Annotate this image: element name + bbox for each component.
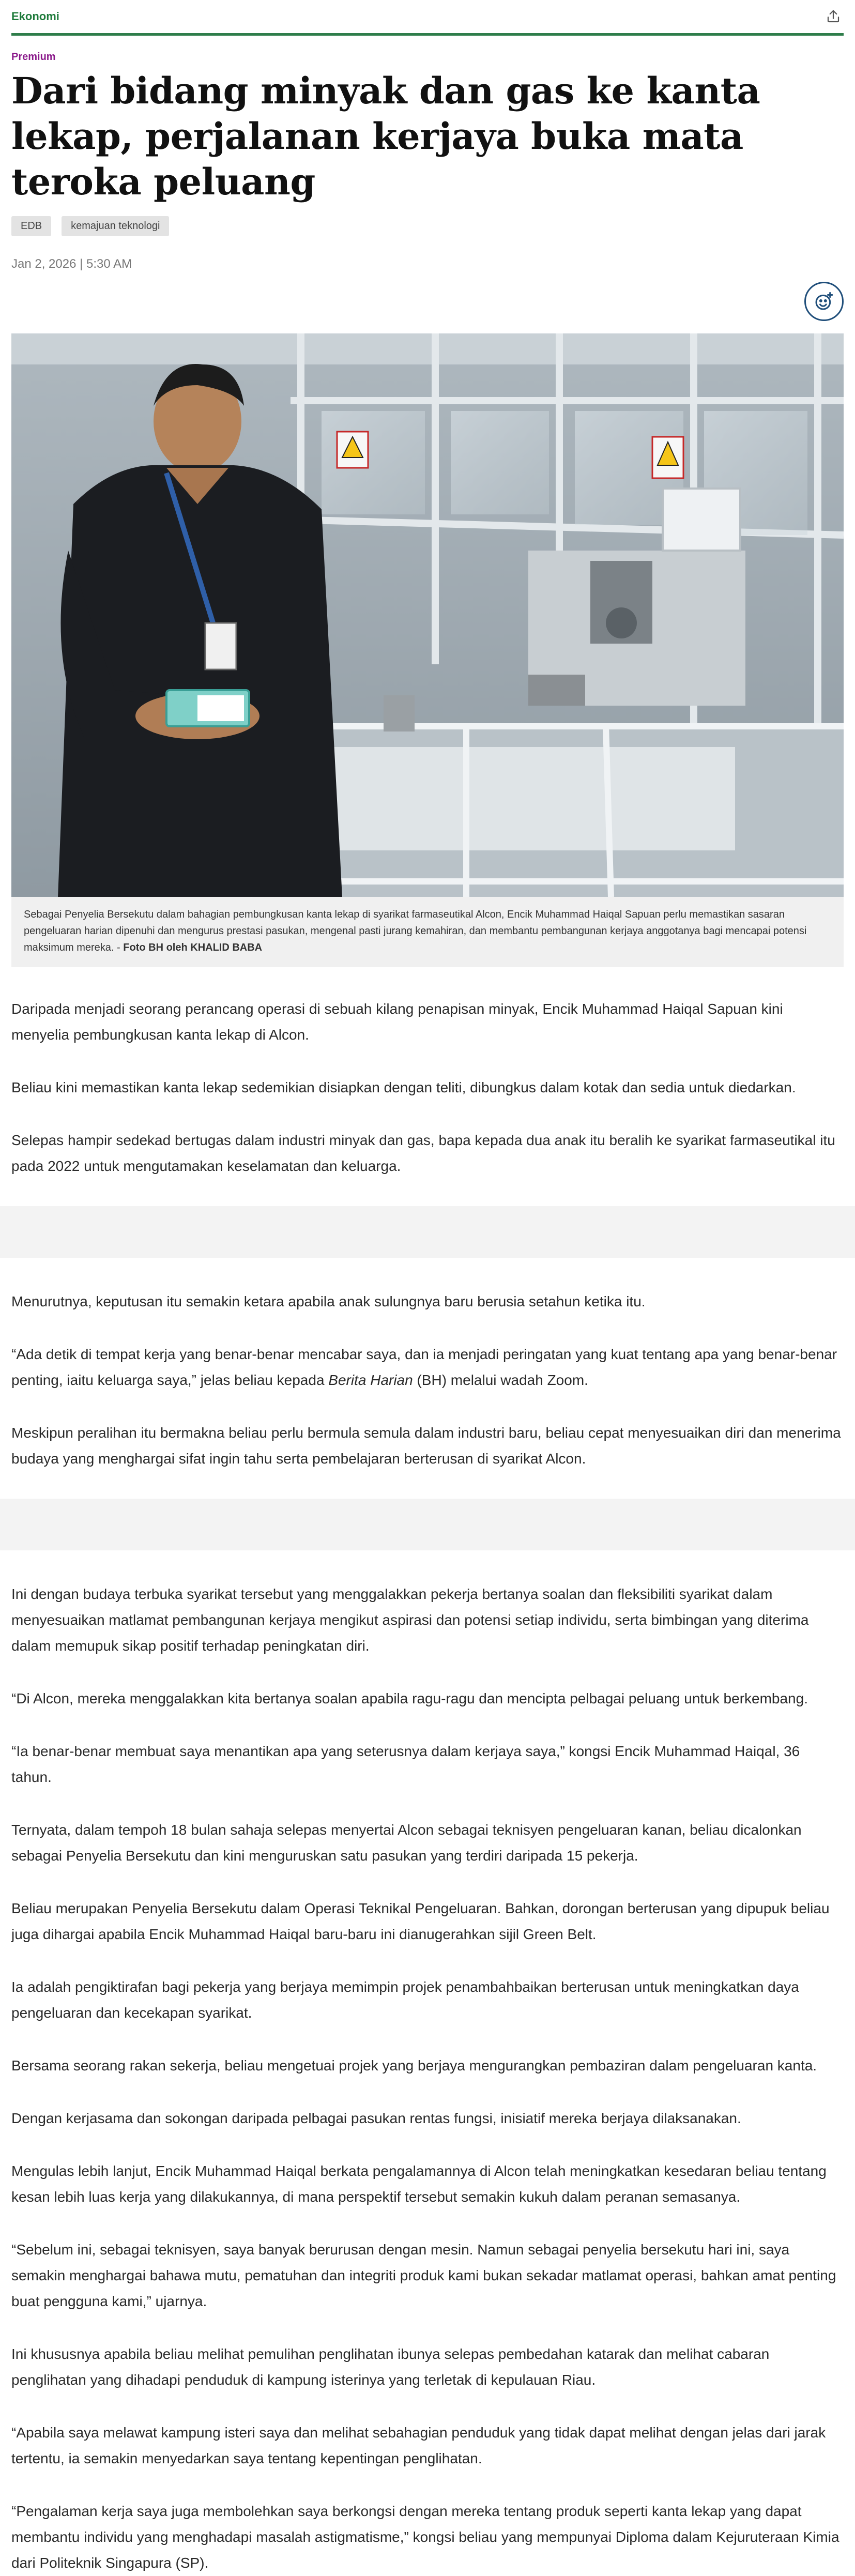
paragraph: Menurutnya, keputusan itu semakin ketara apabila anak sulungnya baru berusia setahun ketika itu. [11, 1293, 646, 1309]
paragraph [11, 1342, 844, 1393]
premium-badge: Premium [11, 51, 56, 63]
top-bar [0, 0, 855, 33]
smiley-reaction-icon [814, 291, 834, 312]
caption-credit: Foto BH oleh KHALID BABA [123, 942, 263, 953]
paragraph: Meskipun peralihan itu bermakna beliau perlu bermula semula dalam industri baru, beliau cepat menyesuaikan diri dan menerima budaya yang menghargai sifat ingin tahu serta pembelajaran berterusan di syarikat Alcon. [11, 1425, 841, 1467]
paragraph: Dengan kerjasama dan sokongan daripada pelbagai pasukan rentas fungsi, inisiatif mereka berjaya dilaksanakan. [11, 2110, 741, 2126]
share-icon [826, 9, 841, 24]
paragraph: Ia adalah pengiktirafan bagi pekerja yang berjaya memimpin projek penambahbaikan berterusan untuk meningkatkan daya pengeluaran dan kecekapan syarikat. [11, 1979, 799, 2021]
paragraph: Selepas hampir sedekad bertugas dalam industri minyak dan gas, bapa kepada dua anak itu beralih ke syarikat farmaseutikal itu pada 2022 untuk mengutamakan keselamatan dan keluarga. [11, 1132, 835, 1174]
paragraph: “Di Alcon, mereka menggalakkan kita bertanya soalan apabila ragu-ragu dan mencipta pelbagai peluang untuk berkembang. [11, 1690, 808, 1706]
tag-list [11, 216, 844, 236]
ad-placeholder [0, 1499, 855, 1550]
paragraph: Ini khususnya apabila beliau melihat pemulihan penglihatan ibunya selepas pembedahan katarak dan melihat cabaran penglihatan yang dihadapi penduduk di kampung isterinya yang terletak di kepulauan Riau. [11, 2346, 770, 2388]
tag-kemajuan-teknologi[interactable]: kemajuan teknologi [62, 216, 169, 236]
paragraph: Ternyata, dalam tempoh 18 bulan sahaja selepas menyertai Alcon sebagai teknisyen pengeluaran kanan, beliau dicalonkan sebagai Penyelia Bersekutu dan kini menguruskan satu pasukan yang terdiri daripada 15 pekerja. [11, 1822, 802, 1864]
share-button[interactable] [823, 6, 844, 27]
section-label[interactable]: Ekonomi [11, 10, 59, 23]
article-figure [11, 333, 844, 967]
ad-placeholder [0, 1206, 855, 1258]
paragraph: Daripada menjadi seorang perancang operasi di sebuah kilang penapisan minyak, Encik Muhammad Haiqal Sapuan kini menyelia pembungkusan kanta lekap di Alcon. [11, 1001, 783, 1043]
article-content [0, 51, 855, 2576]
tag-edb[interactable]: EDB [11, 216, 51, 236]
article-title: Dari bidang minyak dan gas ke kanta lekap, perjalanan kerjaya buka mata teroka peluang [11, 69, 760, 203]
paragraph: “Apabila saya melawat kampung isteri saya dan melihat sebahagian penduduk yang tidak dapat melihat dengan jelas dari jarak tertentu, ia semakin menyedarkan saya tentang kepentingan penglihatan. [11, 2425, 826, 2466]
paragraph-text: (BH) melalui wadah Zoom. [413, 1372, 588, 1388]
paragraph: “Sebelum ini, sebagai teknisyen, saya banyak berurusan dengan mesin. Namun sebagai penyelia bersekutu hari ini, saya semakin menghargai bahawa mutu, pematuhan dan integriti produk kami bukan sekadar matlamat operasi, bahkan amat penting buat pengguna kami,” ujarnya. [11, 2242, 836, 2309]
caption-text: Sebagai Penyelia Bersekutu dalam bahagian pembungkusan kanta lekap di syarikat farmaseutikal Alcon, Encik Muhammad Haiqal Sapuan perlu memastikan sasaran pengeluaran harian dipenuhi dan mengurus prestasi pasukan, mengenal pasti jurang kemahiran, dan membantu pembangunan kerjaya anggotanya bagi mencapai potensi maksimum mereka. - [24, 909, 807, 953]
paragraph: Ini dengan budaya terbuka syarikat tersebut yang menggalakkan pekerja bertanya soalan dan fleksibiliti syarikat dalam menyesuaikan matlamat pembangunan kerjaya mengikut aspirasi dan potensi setiap individu, serta bimbingan yang diterima dalam memupuk sikap positif terhadap peningkatan diri. [11, 1586, 809, 1654]
reaction-row [11, 271, 844, 333]
publish-date: Jan 2, 2026 | 5:30 AM [11, 257, 132, 271]
paragraph: Mengulas lebih lanjut, Encik Muhammad Haiqal berkata pengalamannya di Alcon telah meningkatkan kesedaran beliau tentang kesan lebih luas kerja yang dilakukannya, di mana perspektif tersebut semakin kukuh dalam peranan semasanya. [11, 2163, 827, 2205]
article-body [11, 996, 844, 2576]
paragraph: Beliau merupakan Penyelia Bersekutu dalam Operasi Teknikal Pengeluaran. Bahkan, dorongan berterusan yang dipupuk beliau juga dihargai apabila Encik Muhammad Haiqal baru-baru ini dianugerahkan sijil Green Belt. [11, 1900, 830, 1942]
article-photo [11, 333, 844, 897]
photo-caption [11, 897, 844, 967]
reaction-button[interactable] [804, 282, 844, 321]
publication-name: Berita Harian [328, 1372, 413, 1388]
paragraph-text: “Ada detik di tempat kerja yang benar-benar mencabar saya, dan ia menjadi peringatan yang kuat tentang apa yang benar-benar penting, iaitu keluarga saya,” jelas beliau kepada [11, 1346, 837, 1388]
paragraph: Beliau kini memastikan kanta lekap sedemikian disiapkan dengan teliti, dibungkus dalam kotak dan sedia untuk diedarkan. [11, 1079, 796, 1095]
paragraph: “Ia benar-benar membuat saya menantikan apa yang seterusnya dalam kerjaya saya,” kongsi Encik Muhammad Haiqal, 36 tahun. [11, 1743, 800, 1785]
photo-illustration [11, 333, 844, 897]
paragraph: “Pengalaman kerja saya juga membolehkan saya berkongsi dengan mereka tentang produk seperti kanta lekap yang dapat membantu individu yang menghadapi masalah astigmatisme,” kongsi beliau yang mempunyai Diploma dalam Kejuruteraan Kimia dari Politeknik Singapura (SP). [11, 2503, 839, 2571]
section-divider [11, 33, 844, 36]
paragraph: Bersama seorang rakan sekerja, beliau mengetuai projek yang berjaya mengurangkan pembaziran dalam pengeluaran kanta. [11, 2057, 817, 2074]
